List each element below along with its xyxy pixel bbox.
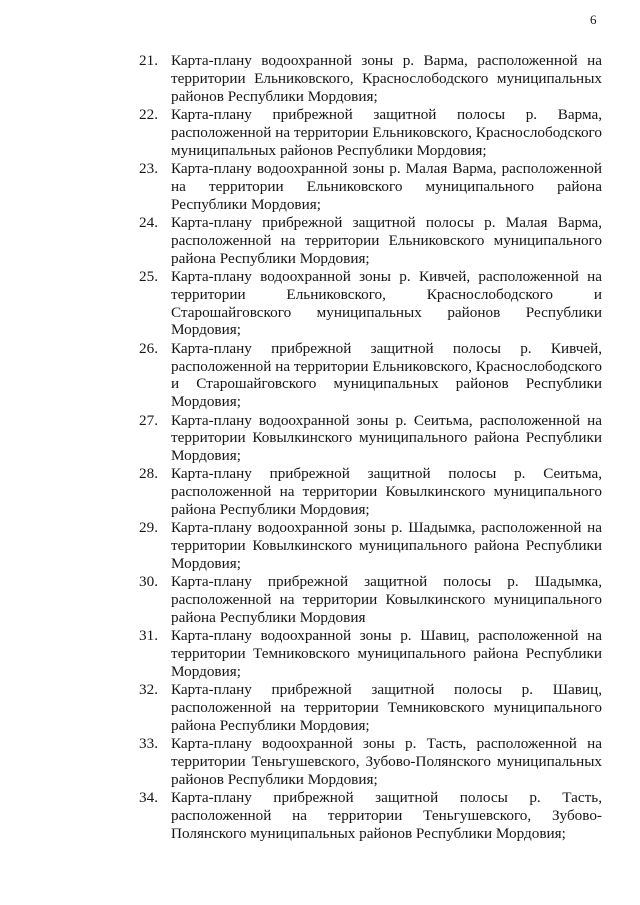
item-text: Карта-плану водоохранной зоны р. Кивчей, расположенной на территории Ельниковского, Краснослободского и Старошайговского муниципальных районов Республики Мордовия; <box>171 267 602 339</box>
item-text: Карта-плану водоохранной зоны р. Шадымка, расположенной на территории Ковылкинского муниципального района Республики Мордовия; <box>171 519 602 573</box>
list-item <box>0 52 602 105</box>
list-item <box>0 160 602 213</box>
item-number: 21. <box>139 52 158 69</box>
item-text: Карта-плану прибрежной защитной полосы р. Шавиц, расположенной на территории Темниковского муниципального района Республики Мордовия; <box>171 681 602 735</box>
item-text: Карта-плану прибрежной защитной полосы р. Шадымка, расположенной на территории Ковылкинского муниципального района Республики Мордовия <box>171 573 602 627</box>
list-item <box>0 268 602 339</box>
item-number: 27. <box>139 411 158 429</box>
list-item <box>0 627 602 680</box>
item-number: 34. <box>139 789 158 807</box>
item-number: 32. <box>139 681 158 699</box>
item-text: Карта-плану водоохранной зоны р. Тасть, расположенной на территории Теньгушевского, Зубово-Полянского муниципальных районов Республики Мордовия; <box>171 735 602 788</box>
map-plan-list <box>0 52 602 843</box>
item-number: 30. <box>139 573 158 591</box>
item-text: Карта-плану прибрежной защитной полосы р. Варма, расположенной на территории Ельниковского, Краснослободского муниципальных районов Республики Мордовия; <box>171 105 602 159</box>
list-item <box>0 735 602 788</box>
list-item <box>0 106 602 159</box>
item-number: 24. <box>139 213 158 231</box>
item-text: Карта-плану водоохранной зоны р. Варма, расположенной на территории Ельниковского, Краснослободского муниципальных районов Республики Мордовия; <box>171 52 602 105</box>
list-item <box>0 214 602 267</box>
list-item <box>0 789 602 842</box>
item-number: 25. <box>139 267 158 285</box>
item-text: Карта-плану водоохранной зоны р. Шавиц, расположенной на территории Темниковского муниципального района Республики Мордовия; <box>171 627 602 681</box>
page-number: 6 <box>590 12 597 27</box>
item-text: Карта-плану прибрежной защитной полосы р. Тасть, расположенной на территории Теньгушевского, Зубово-Полянского муниципальных районов Республики Мордовия; <box>171 789 602 842</box>
item-text: Карта-плану прибрежной защитной полосы р. Сеитьма, расположенной на территории Ковылкинского муниципального района Республики Мордовия; <box>171 465 602 519</box>
list-item <box>0 573 602 626</box>
item-number: 29. <box>139 519 158 537</box>
item-number: 33. <box>139 735 158 753</box>
list-item <box>0 681 602 734</box>
item-number: 28. <box>139 465 158 483</box>
list-item <box>0 412 602 465</box>
item-text: Карта-плану прибрежной защитной полосы р. Кивчей, расположенной на территории Ельниковского, Краснослободского и Старошайговского муниципальных районов Республики Мордовия; <box>171 339 602 411</box>
item-number: 31. <box>139 627 158 645</box>
item-text: Карта-плану водоохранной зоны р. Сеитьма, расположенной на территории Ковылкинского муниципального района Республики Мордовия; <box>171 411 602 465</box>
item-text: Карта-плану прибрежной защитной полосы р. Малая Варма, расположенной на территории Ельниковского муниципального района Республики Мордовия; <box>171 213 602 267</box>
item-text: Карта-плану водоохранной зоны р. Малая Варма, расположенной на территории Ельниковского муниципального района Республики Мордовия; <box>171 159 602 213</box>
item-number: 22. <box>139 105 158 123</box>
list-item <box>0 519 602 572</box>
item-number: 26. <box>139 339 158 357</box>
list-item <box>0 465 602 518</box>
list-item <box>0 340 602 411</box>
item-number: 23. <box>139 159 158 177</box>
